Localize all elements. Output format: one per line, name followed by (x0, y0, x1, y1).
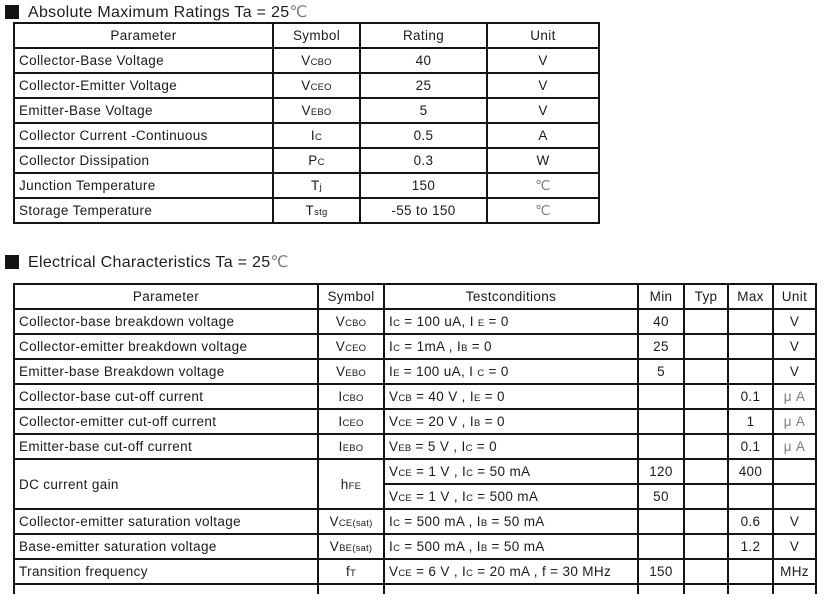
min-cell (638, 434, 684, 459)
conditions-cell (384, 584, 638, 594)
min-cell: 5 (638, 359, 684, 384)
unit-cell: ℃ (487, 198, 599, 223)
symbol-cell: VCE(sat) (318, 509, 384, 534)
table-header-row (14, 23, 599, 48)
parameter-cell: Base-emitter saturation voltage (14, 534, 318, 559)
unit-cell: V (487, 98, 599, 123)
max-cell: 0.1 (728, 384, 773, 409)
unit-cell (773, 484, 816, 509)
unit-cell: V (487, 73, 599, 98)
table-row (14, 359, 816, 384)
table-row (14, 73, 599, 98)
section-title-text: Absolute Maximum Ratings Ta = 25℃ (28, 4, 308, 21)
table-header-row (14, 284, 816, 309)
min-cell: 40 (638, 309, 684, 334)
parameter-cell: Collector-emitter saturation voltage (14, 509, 318, 534)
symbol-cell: PC (273, 148, 360, 173)
table-row (14, 148, 599, 173)
unit-cell: μ A (773, 409, 816, 434)
parameter-cell: Collector-base breakdown voltage (14, 309, 318, 334)
conditions-cell: VCE = 1 V , IC = 50 mA (384, 459, 638, 484)
table-row (14, 198, 599, 223)
typ-cell (684, 509, 728, 534)
unit-cell: W (487, 148, 599, 173)
parameter-cell (14, 584, 318, 594)
parameter-cell: Emitter-base cut-off current (14, 434, 318, 459)
max-header: Max (728, 284, 773, 309)
unit-cell: μ A (773, 384, 816, 409)
symbol-cell: VCBO (318, 309, 384, 334)
parameter-cell: Junction Temperature (14, 173, 273, 198)
parameter-cell: Collector-Emitter Voltage (14, 73, 273, 98)
table-row (14, 334, 816, 359)
conditions-cell: IC = 500 mA , IB = 50 mA (384, 509, 638, 534)
max-cell: 1.2 (728, 534, 773, 559)
rating-cell: -55 to 150 (360, 198, 487, 223)
symbol-cell: VCBO (273, 48, 360, 73)
conditions-cell: IC = 500 mA , IB = 50 mA (384, 534, 638, 559)
unit-cell: V (773, 534, 816, 559)
typ-cell (684, 409, 728, 434)
unit-cell: V (487, 48, 599, 73)
conditions-cell: VCB = 40 V , IE = 0 (384, 384, 638, 409)
min-cell (638, 409, 684, 434)
unit-cell: MHz (773, 559, 816, 584)
unit-cell: ℃ (487, 173, 599, 198)
table-row (14, 173, 599, 198)
conditions-cell: VCE = 20 V , IB = 0 (384, 409, 638, 434)
table-row (14, 98, 599, 123)
conditions-cell: IE = 100 uA, I C = 0 (384, 359, 638, 384)
typ-cell (684, 334, 728, 359)
unit-cell (773, 584, 816, 594)
section-title-text: Electrical Characteristics Ta = 25℃ (28, 254, 289, 271)
symbol-cell: VCEO (273, 73, 360, 98)
conditions-header: Testconditions (384, 284, 638, 309)
rating-cell: 25 (360, 73, 487, 98)
symbol-cell: VEBO (273, 98, 360, 123)
unit-cell: μ A (773, 434, 816, 459)
table-row (14, 534, 816, 559)
table-row (14, 409, 816, 434)
parameter-cell: Collector-emitter cut-off current (14, 409, 318, 434)
rating-cell: 40 (360, 48, 487, 73)
unit-cell: V (773, 359, 816, 384)
table-row (14, 309, 816, 334)
parameter-header: Parameter (14, 23, 273, 48)
min-header: Min (638, 284, 684, 309)
unit-header: Unit (773, 284, 816, 309)
table-row (14, 509, 816, 534)
max-cell: 400 (728, 459, 773, 484)
symbol-cell: IEBO (318, 434, 384, 459)
rating-header: Rating (360, 23, 487, 48)
min-cell: 50 (638, 484, 684, 509)
symbol-cell: ICEO (318, 409, 384, 434)
min-cell (638, 384, 684, 409)
rating-cell: 150 (360, 173, 487, 198)
parameter-cell: Storage Temperature (14, 198, 273, 223)
cut-off-partial-row (14, 584, 816, 594)
table-row (14, 459, 816, 484)
symbol-header: Symbol (273, 23, 360, 48)
symbol-cell: ICBO (318, 384, 384, 409)
unit-cell: A (487, 123, 599, 148)
max-cell (728, 334, 773, 359)
symbol-cell: VEBO (318, 359, 384, 384)
min-cell: 25 (638, 334, 684, 359)
symbol-header: Symbol (318, 284, 384, 309)
max-cell (728, 359, 773, 384)
symbol-cell (318, 584, 384, 594)
absolute-maximum-ratings-table (13, 22, 600, 224)
typ-cell (684, 459, 728, 484)
rating-cell: 0.5 (360, 123, 487, 148)
table-row (14, 123, 599, 148)
unit-cell: V (773, 334, 816, 359)
parameter-cell: Collector Current -Continuous (14, 123, 273, 148)
max-cell: 0.6 (728, 509, 773, 534)
max-cell: 0.1 (728, 434, 773, 459)
conditions-cell: IC = 100 uA, I E = 0 (384, 309, 638, 334)
section-title-absolute-maximum-ratings (5, 2, 308, 22)
max-cell (728, 559, 773, 584)
parameter-cell: Collector-Base Voltage (14, 48, 273, 73)
rating-cell: 5 (360, 98, 487, 123)
section-marker-icon (5, 255, 19, 269)
symbol-cell: VBE(sat) (318, 534, 384, 559)
typ-cell (684, 309, 728, 334)
max-cell: 1 (728, 409, 773, 434)
typ-cell (684, 359, 728, 384)
parameter-cell: DC current gain (14, 459, 318, 509)
conditions-cell: VCE = 6 V , IC = 20 mA , f = 30 MHz (384, 559, 638, 584)
parameter-header: Parameter (14, 284, 318, 309)
conditions-cell: VEB = 5 V , IC = 0 (384, 434, 638, 459)
section-title-electrical-characteristics (5, 252, 289, 272)
parameter-cell: Emitter-base Breakdown voltage (14, 359, 318, 384)
min-cell (638, 509, 684, 534)
unit-header: Unit (487, 23, 599, 48)
symbol-cell: fT (318, 559, 384, 584)
symbol-cell: VCEO (318, 334, 384, 359)
unit-cell (773, 459, 816, 484)
parameter-cell: Transition frequency (14, 559, 318, 584)
conditions-cell: IC = 1mA , IB = 0 (384, 334, 638, 359)
table-row (14, 559, 816, 584)
unit-cell: V (773, 509, 816, 534)
typ-cell (684, 584, 728, 594)
parameter-cell: Collector-emitter breakdown voltage (14, 334, 318, 359)
typ-cell (684, 434, 728, 459)
min-cell: 120 (638, 459, 684, 484)
typ-cell (684, 384, 728, 409)
typ-cell (684, 534, 728, 559)
min-cell: 150 (638, 559, 684, 584)
table-row (14, 384, 816, 409)
unit-cell: V (773, 309, 816, 334)
table-row (14, 48, 599, 73)
max-cell (728, 309, 773, 334)
rating-cell: 0.3 (360, 148, 487, 173)
symbol-cell: IC (273, 123, 360, 148)
typ-cell (684, 559, 728, 584)
max-cell (728, 484, 773, 509)
symbol-cell: Tj (273, 173, 360, 198)
min-cell (638, 584, 684, 594)
min-cell (638, 534, 684, 559)
typ-cell (684, 484, 728, 509)
electrical-characteristics-table (13, 283, 817, 594)
symbol-cell: hFE (318, 459, 384, 509)
table-row (14, 434, 816, 459)
parameter-cell: Collector Dissipation (14, 148, 273, 173)
typ-header: Typ (684, 284, 728, 309)
parameter-cell: Emitter-Base Voltage (14, 98, 273, 123)
conditions-cell: VCE = 1 V , IC = 500 mA (384, 484, 638, 509)
max-cell (728, 584, 773, 594)
symbol-cell: Tstg (273, 198, 360, 223)
parameter-cell: Collector-base cut-off current (14, 384, 318, 409)
section-marker-icon (5, 5, 19, 19)
